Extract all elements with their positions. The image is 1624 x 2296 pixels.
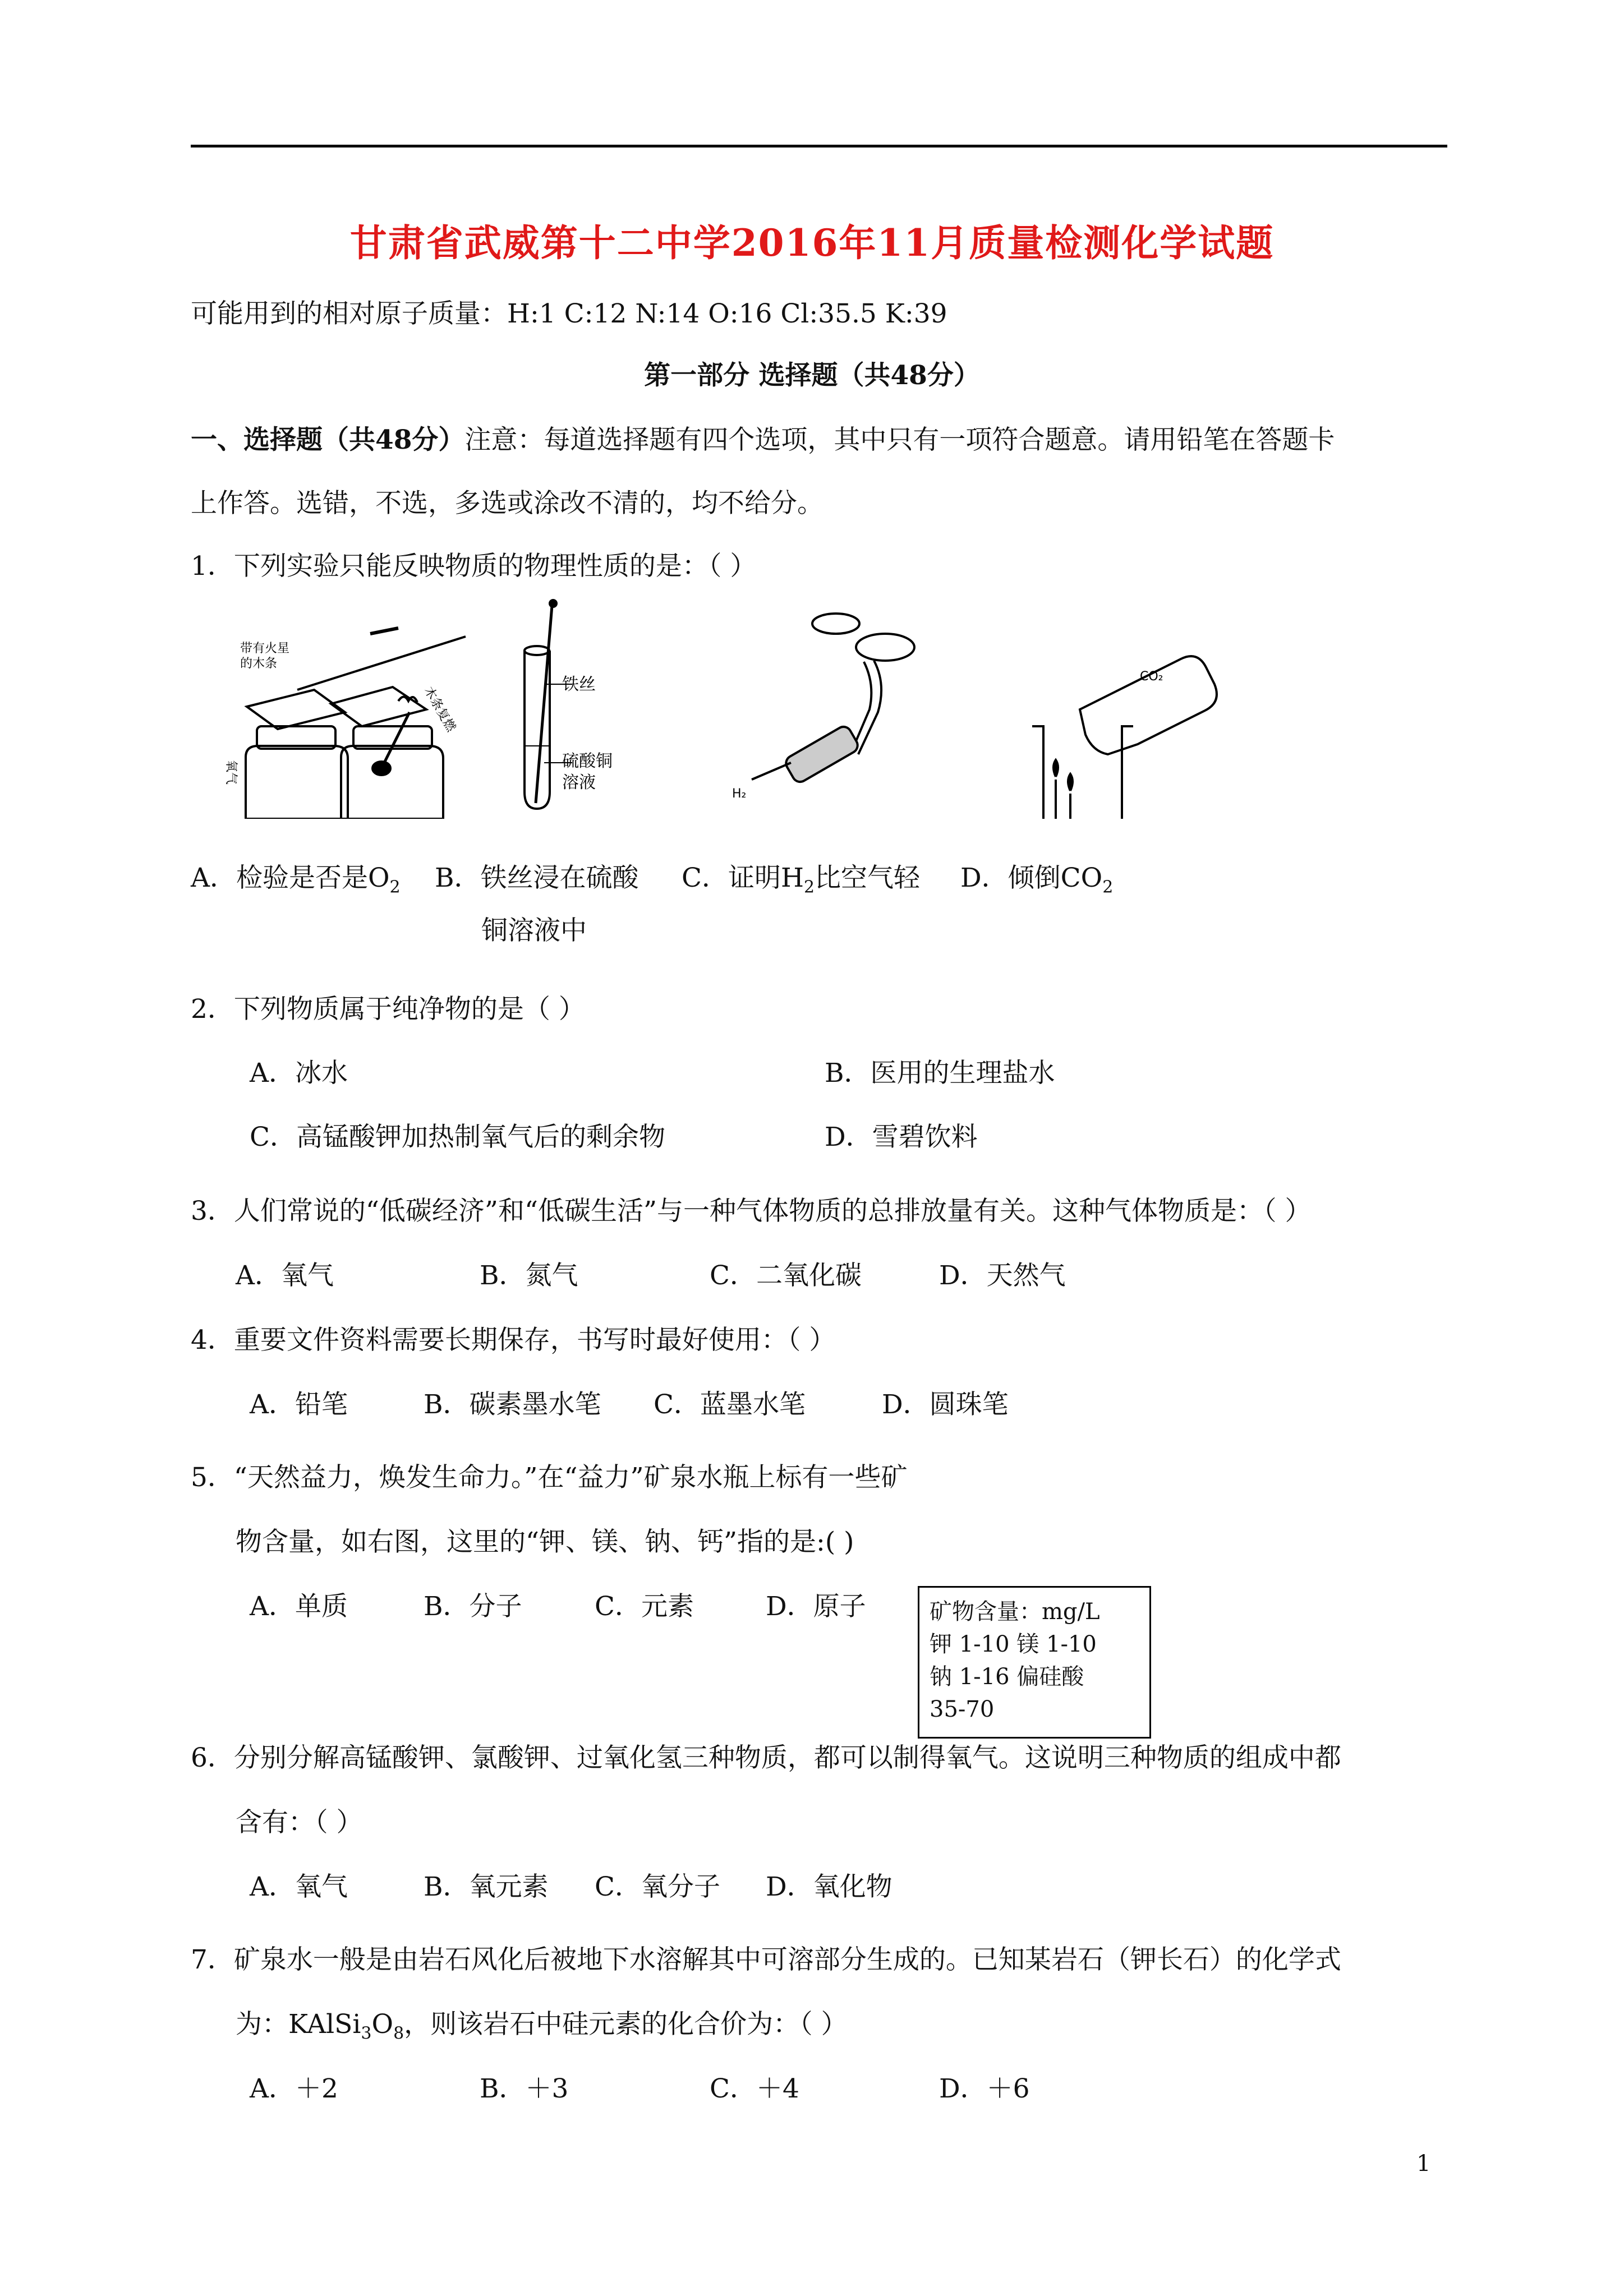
figure-c-label-h2: H₂ (732, 787, 747, 801)
section-note: 注意：每道选择题有四个选项，其中只有一项符合题意。请用铅笔在答题卡 (464, 425, 1335, 455)
q5-stem-line2: 物含量，如右图，这里的“钾、镁、钠、钙”指的是:( ) (236, 1527, 854, 1557)
mineral-box-line-3: 钠 1-16 偏硅酸 (930, 1664, 1084, 1690)
page-title: 甘肃省武威第十二中学2016年11月质量检测化学试题 (349, 221, 1275, 265)
mineral-box-line-1: 矿物含量：mg/L (930, 1599, 1100, 1625)
q5-option-c: C．元素 (595, 1591, 694, 1622)
q1-option-d: D．倾倒$CO_2$ (960, 863, 1114, 897)
q5-option-d: D．原子 (766, 1591, 866, 1622)
q7-option-d: D．＋6 (939, 2073, 1030, 2104)
q1-figures (213, 594, 1223, 819)
q2-option-a: A．冰水 (250, 1058, 348, 1089)
q7-option-c: C．＋4 (710, 2073, 799, 2104)
q2-option-b: B．医用的生理盐水 (825, 1058, 1055, 1089)
header-rule (191, 145, 1447, 147)
q3-option-a: A．氧气 (236, 1260, 334, 1291)
q7-stem-line1: 7．矿泉水一般是由岩石风化后被地下水溶解其中可溶部分生成的。已知某岩石（钾长石）的化学式 (191, 1944, 1341, 1975)
section-note-line1 (191, 423, 1335, 457)
q1-stem: 1．下列实验只能反映物质的物理性质的是：（ ） (191, 551, 757, 582)
q1-option-b-line2: 铜溶液中 (481, 915, 587, 946)
q7-stem-line2: 为：$KAlSi_3O_8$，则该岩石中硅元素的化合价为：（ ） (236, 2009, 848, 2044)
section-heading: 一、选择题（共48分） (191, 425, 465, 455)
q6-option-d: D．氧化物 (766, 1871, 892, 1902)
section-note-line2: 上作答。选错，不选，多选或涂改不清的，均不给分。 (191, 488, 823, 519)
figure-a-label-1: 带有火星 (240, 642, 290, 656)
part-title: 第一部分 选择题（共48分） (644, 360, 980, 391)
q6-option-a: A．氧气 (250, 1871, 348, 1902)
q3-option-b: B．氮气 (480, 1260, 578, 1291)
figure-a-label-2: 的木条 (240, 657, 278, 671)
q6-stem-line2: 含有：（ ） (236, 1807, 363, 1838)
figure-c-bubbles (752, 614, 914, 785)
q3-stem: 3．人们常说的“低碳经济”和“低碳生活”与一种气体物质的总排放量有关。这种气体物质是：（ ） (191, 1196, 1312, 1227)
figure-a-bottles (246, 628, 466, 819)
q5-stem-line1: 5．“天然益力，焕发生命力。”在“益力”矿泉水瓶上标有一些矿 (191, 1462, 908, 1493)
figure-d-label-co2: CO₂ (1140, 670, 1163, 684)
figure-b-label-cuso4-2: 溶液 (562, 773, 596, 792)
q5-option-b: B．分子 (424, 1591, 522, 1622)
q4-option-a: A．铅笔 (250, 1389, 348, 1420)
q2-option-d: D．雪碧饮料 (825, 1122, 978, 1152)
q1-option-c: C．证明$H_2$比空气轻 (682, 863, 921, 897)
atomic-masses: 可能用到的相对原子质量：H:1 C:12 N:14 O:16 Cl:35.5 K:39 (191, 298, 947, 329)
page-number: 1 (1416, 2151, 1431, 2177)
q3-option-d: D．天然气 (939, 1260, 1066, 1291)
q2-option-c: C．高锰酸钾加热制氧气后的剩余物 (250, 1122, 665, 1152)
q4-option-d: D．圆珠笔 (882, 1389, 1009, 1420)
q7-option-b: B．＋3 (480, 2073, 569, 2104)
q6-option-c: C．氧分子 (595, 1871, 720, 1902)
q1-option-b-line1: B．铁丝浸在硫酸 (435, 863, 639, 893)
figure-a-label-3: 氧气 (224, 760, 238, 785)
q4-option-c: C．蓝墨水笔 (654, 1389, 806, 1420)
mineral-box-line-2: 钾 1-10 镁 1-10 (930, 1631, 1097, 1657)
q6-option-b: B．氧元素 (424, 1871, 549, 1902)
mineral-content-box (918, 1586, 1151, 1739)
figure-d-beaker (1032, 656, 1217, 819)
q7-option-a: A．＋2 (250, 2073, 338, 2104)
q4-stem: 4．重要文件资料需要长期保存，书写时最好使用：（ ） (191, 1325, 836, 1356)
figure-a-label-4: 木条复燃 (421, 684, 458, 735)
q6-stem-line1: 6．分别分解高锰酸钾、氯酸钾、过氧化氢三种物质，都可以制得氧气。这说明三种物质的组成中都 (191, 1742, 1341, 1773)
q4-option-b: B．碳素墨水笔 (424, 1389, 601, 1420)
q3-option-c: C．二氧化碳 (710, 1260, 862, 1291)
mineral-box-line-4: 35-70 (930, 1696, 995, 1722)
q5-option-a: A．单质 (250, 1591, 348, 1622)
figure-b-label-iron: 铁丝 (562, 675, 596, 694)
figure-b-label-cuso4-1: 硫酸铜 (562, 751, 613, 771)
q1-option-a: A．检验是否是$O_2$ (191, 863, 401, 897)
q2-stem: 2．下列物质属于纯净物的是（ ） (191, 994, 585, 1025)
